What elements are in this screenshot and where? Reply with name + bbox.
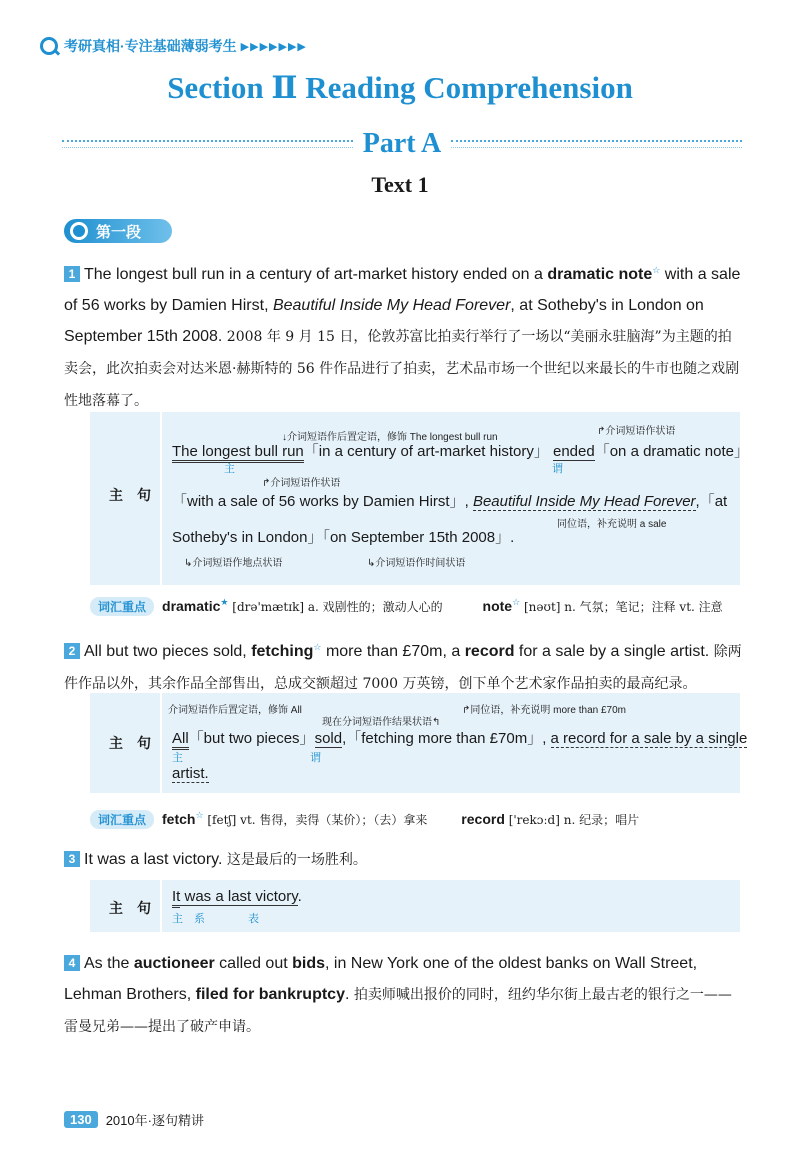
sentence-text: with a sale of 56 works by Damien Hirst, [64,266,741,314]
annotation: 介词短语作后置定语，修饰 All [168,705,302,716]
dotted-rule-right [451,140,742,148]
analysis-box-1 [90,412,749,585]
translation: 这是最后的一场胜利。 [226,852,367,868]
analysis-box-3 [90,880,740,932]
analysis-content [160,693,748,793]
analysis-content [160,412,749,585]
sentence-text: for a sale by a single artist. [514,643,714,660]
keyword: record [464,643,515,660]
vocab-definition: ['rekɔːd] n. 纪录；唱片 [504,813,640,827]
keyword: auctioneer [133,955,215,972]
box-label: 主 句 [109,487,151,503]
role-label: 主 [172,752,183,764]
keyword: bids [292,955,326,972]
phrase: 「in a century of art-market history」 [303,443,549,460]
role-label: 主 [224,463,235,475]
sentence-text: . [344,986,354,1003]
sentence-number: 4 [64,955,80,971]
role-label: 谓 [552,463,563,475]
text-title: Text 1 [371,172,429,197]
linking-verb: was [180,888,212,905]
arrows-decoration: ▶▶▶▶▶▶▶ [240,40,307,53]
role-label: 谓 [310,752,321,764]
brand-text: 考研真相·专注基础薄弱考生 [64,38,237,54]
sentence-text: As the [84,955,134,972]
vocab-word: note [482,598,513,614]
annotation: ↳介词短语作时间状语 [367,558,466,569]
subject: The longest bull run [172,443,304,463]
vocab-tag: 词汇重点 [90,597,154,616]
phrase: 「but two pieces」 [188,730,315,747]
sentence-text: called out [214,955,293,972]
sentence-number: 3 [64,851,80,867]
annotation: 现在分词短语作结果状语↰ [322,717,441,728]
sentence-3 [64,844,744,876]
phrase: ,「at [695,493,728,510]
sentence-4 [64,948,744,1043]
sentence-text: It was a last victory. [84,851,227,868]
star-icon: ☆ [652,265,661,275]
keyword: filed for bankruptcy [195,986,345,1003]
sentence-text: more than £70m, a [321,643,465,660]
analysis-line [172,490,727,511]
analysis-box-2 [90,693,748,793]
sentence-2: 2 All but two pieces sold, fetching☆ more than £70m, a record for a sale by a single artist. 除两件作品以外，其余作品全部售出，总成交额超过 7000 万英镑，创下单个艺术家作品拍卖的最高纪录。 [64,642,742,692]
sentence-text: , in New York one of the oldest banks on Wall Street, Lehman Brothers, [64,955,698,1003]
phrase: 「on a dramatic note」 [594,443,749,460]
section-badge-label: 第一段 [96,223,142,241]
keyword: dramatic note [547,266,653,283]
vocab-tag: 词汇重点 [90,810,154,829]
brand-header [40,36,307,56]
translation: 除两件作品以外，其余作品全部售出，总成交额超过 7000 万英镑，创下单个艺术家作品拍卖的最高纪录。 [64,644,742,692]
annotation: ↓介词短语作后置定语，修饰 The longest bull run [282,432,498,443]
vocab-word: dramatic [162,598,221,614]
part-title-row [62,128,742,160]
predicate: sold [314,730,343,747]
vocab-word: fetch [162,811,196,827]
sentence-number: 1 [64,266,80,282]
translation: 拍卖师喊出报价的同时，纽约华尔街上最古老的银行之一——雷曼兄弟——提出了破产申请。 [64,987,732,1035]
annotation: ↳介词短语作地点状语 [184,558,283,569]
subject: All [172,730,189,750]
appositive: artist. [172,765,209,782]
vocab-definition: [fetʃ] vt. 售得，卖得（某价）；（去）拿来 [203,813,428,827]
magnifier-icon [70,222,88,240]
analysis-line: It was a last victory. [172,888,302,905]
annotation: 同位语，补充说明 a sale [557,519,667,530]
annotation: ↱同位语，补充说明 more than £70m [462,705,626,716]
predicative: a last victory [211,888,298,905]
analysis-line [172,440,749,461]
analysis-line [172,765,209,782]
sentence-text: All but two pieces sold, [84,643,252,660]
keyword: fetching [251,643,314,660]
vocab-definition: [nəʊt] n. 气氛；笔记；注释 vt. 注意 [520,600,723,614]
magnifier-logo-icon [40,37,58,55]
analysis-line: Sotheby's in London」「on September 15th 2008」. [172,529,515,546]
phrase: 「with a sale of 56 works by Damien Hirst」, [172,493,473,510]
footer-label: 2010年·逐句精讲 [105,1113,204,1128]
sentence-text: , at Sotheby's in London on September 15th 2008. [64,297,704,345]
vocab-definition: [drə'mætɪk] a. 戏剧性的；激动人心的 [228,600,443,614]
role-label: 主 [172,913,183,925]
vocab-row-2: 词汇重点 fetch☆ [fetʃ] vt. 售得，卖得（某价）；（去）拿来 record ['rekɔːd] n. 纪录；唱片 [90,810,750,829]
italic-title: Beautiful Inside My Head Forever [272,297,511,314]
page-number: 130 [64,1111,98,1128]
section-badge [64,219,172,243]
analysis-content [160,880,740,932]
annotation: ↱介词短语作状语 [262,478,341,489]
section-title: Section Ⅱ Reading Comprehension [167,70,633,105]
part-title: Part A [362,128,442,159]
vocab-row-1: 词汇重点 dramatic★ [drə'mætɪk] a. 戏剧性的；激动人心的 note☆ [nəʊt] n. 气氛；笔记；注释 vt. 注意 [90,597,750,616]
dotted-rule-left [62,140,353,148]
sentence-text: The longest bull run in a century of art-market history ended on a [84,266,548,283]
page-footer [64,1110,204,1129]
role-label: 表 [248,913,259,925]
sentence-1 [64,255,744,417]
translation: 2008 年 9 月 15 日，伦敦苏富比拍卖行举行了一场以“美丽永驻脑海”为主题的拍卖会，此次拍卖会对达米恩·赫斯特的 56 件作品进行了拍卖，艺术品市场一个世纪以来最长的牛市也随之戏剧性地落幕了。 [64,329,740,409]
phrase: ,「fetching more than £70m」, [342,730,551,747]
predicate: ended [553,443,595,460]
box-label: 主 句 [109,900,151,916]
annotation: ↱介词短语作状语 [597,426,676,437]
vocab-word: record [461,811,505,827]
subject: It [172,888,180,908]
analysis-line [172,727,747,748]
role-label: 系 [194,913,205,925]
box-label: 主 句 [109,735,151,751]
sentence-number: 2 [64,643,80,659]
appositive: a record for a sale by a single [550,730,748,747]
appositive: Beautiful Inside My Head Forever [472,493,696,510]
